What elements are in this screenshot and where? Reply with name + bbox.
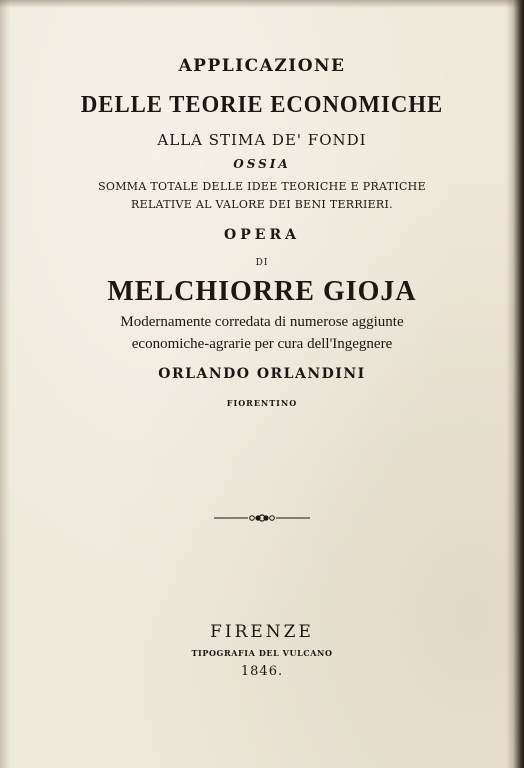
page-top-edge-shadow — [0, 0, 524, 8]
subtitle-line-2: RELATIVE AL VALORE DEI BENI TERRIERI. — [131, 198, 393, 211]
di-label: DI — [255, 258, 269, 268]
imprint-printer: TIPOGRAFIA DEL VULCANO — [191, 648, 333, 658]
opera-label: OPERA — [224, 227, 300, 243]
title-line-2: DELLE TEORIE ECONOMICHE — [80, 92, 444, 118]
author-name: MELCHIORRE GIOJA — [107, 276, 417, 307]
imprint-year: 1846. — [240, 664, 284, 679]
imprint-city: FIRENZE — [210, 622, 314, 642]
title-line-ossia: OSSIA — [233, 157, 291, 171]
editor-name: ORLANDO ORLANDINI — [158, 366, 366, 382]
edition-note-line-2: economiche-agrarie per cura dell'Ingegnere — [131, 336, 393, 352]
editor-origin: FIORENTINO — [226, 398, 298, 408]
subtitle-line-1: SOMMA TOTALE DELLE IDEE TEORICHE E PRATICHE — [98, 180, 426, 193]
ornament-divider-icon — [212, 511, 312, 525]
title-line-1: APPLICAZIONE — [178, 56, 346, 76]
title-line-3: ALLA STIMA DE' FONDI — [157, 131, 367, 149]
page-right-edge-shadow — [506, 0, 524, 768]
edition-note-line-1: Modernamente corredata di numerose aggiunte — [120, 314, 404, 330]
